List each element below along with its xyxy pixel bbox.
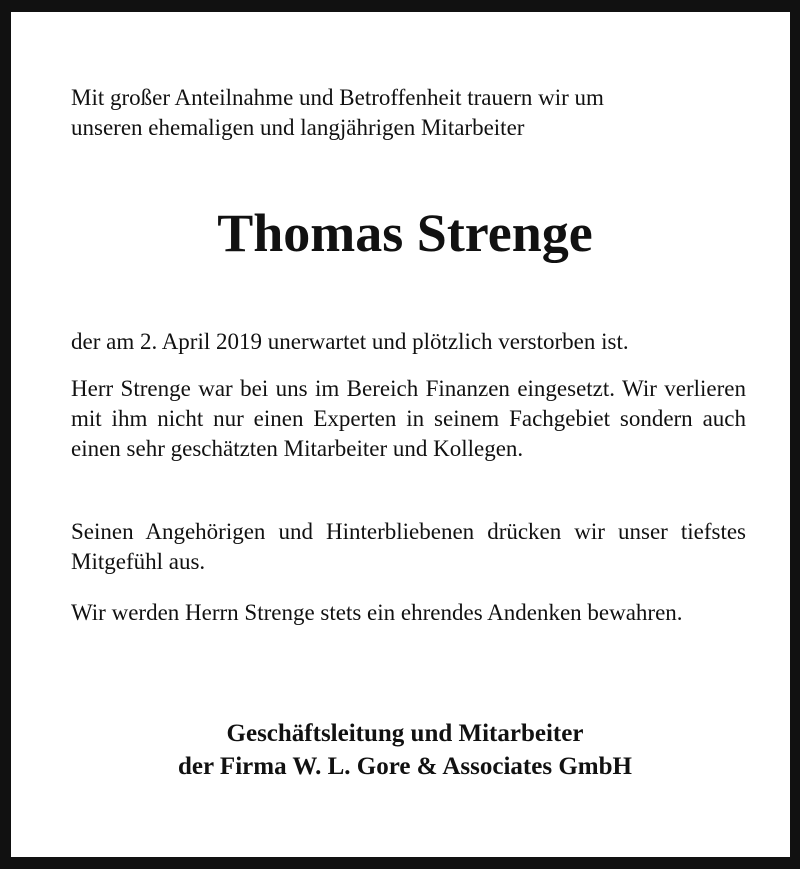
- work-paragraph: [71, 374, 746, 464]
- deceased-name: Thomas Strenge: [217, 203, 593, 263]
- intro-text: [71, 83, 746, 143]
- condolence-paragraph-text: Seinen Angehörigen und Hinterbliebenen drücken wir unser tiefstes Mitgefühl aus.: [71, 519, 746, 574]
- work-paragraph-text: Herr Strenge war bei uns im Bereich Finanzen eingesetzt. Wir verlieren mit ihm nicht nur einen Experten in seinem Fachgebiet sondern auch einen sehr geschätzten Mitarbeiter und Kollegen.: [71, 376, 746, 461]
- memory-paragraph: [71, 598, 746, 628]
- intro-line-1: Mit großer Anteilnahme und Betroffenheit trauern wir um: [71, 85, 604, 110]
- signature-block: [71, 717, 739, 783]
- signature-line-1: Geschäftsleitung und Mitarbeiter: [226, 720, 584, 747]
- intro-line-2: unseren ehemaligen und langjährigen Mitarbeiter: [71, 115, 525, 140]
- death-notice-text: der am 2. April 2019 unerwartet und plötzlich verstorben ist.: [71, 329, 629, 354]
- memory-paragraph-text: Wir werden Herrn Strenge stets ein ehrendes Andenken bewahren.: [71, 600, 683, 625]
- death-notice: [71, 327, 746, 357]
- condolence-paragraph: [71, 517, 746, 577]
- signature-line-2: der Firma W. L. Gore & Associates GmbH: [178, 753, 632, 780]
